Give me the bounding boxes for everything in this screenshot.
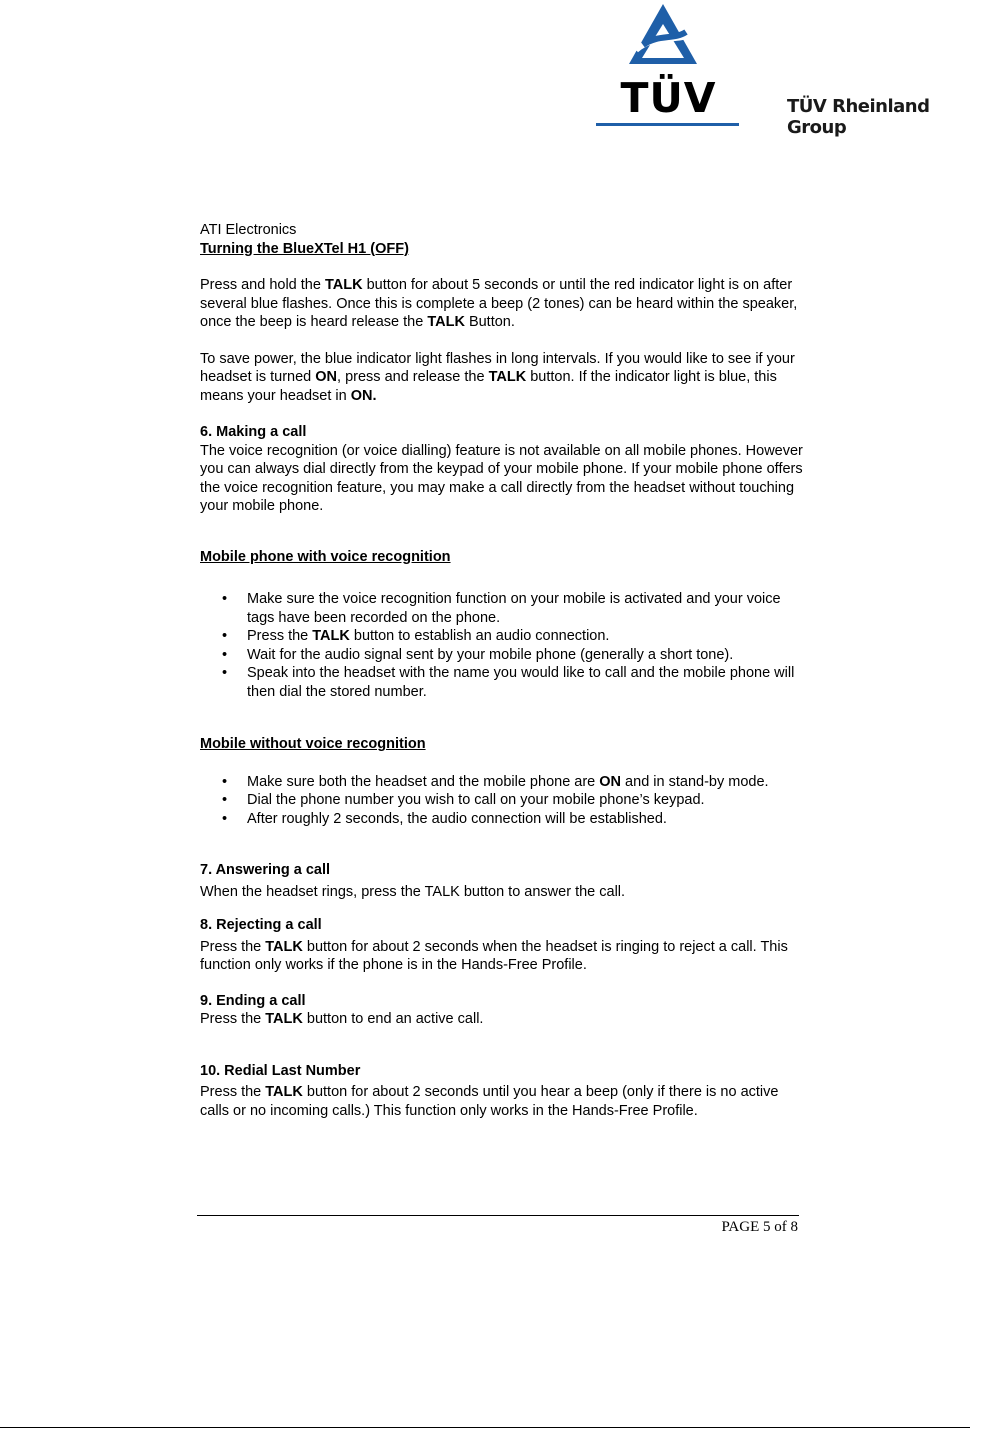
making-call-text: The voice recognition (or voice dialling) feature is not available on all mobile phones. However you can always dial directly from the keypad of your mobile phone. If your mobile phone offers the voice recognition feature, you may make a call directly from the headset without touching your mobile phone. xyxy=(200,442,803,514)
without-voice-list xyxy=(200,773,810,829)
making-call-heading: 6. Making a call xyxy=(200,424,307,440)
bold-term: TALK xyxy=(427,314,465,330)
redial-text: Press the TALK button for about 2 seconds until you hear a beep (only if there is no active calls or no incoming calls.) This function only works in the Hands-Free Profile. xyxy=(200,1084,779,1119)
answering-heading: 7. Answering a call xyxy=(200,862,331,878)
with-voice-list xyxy=(200,590,810,701)
logo-underline xyxy=(596,123,739,126)
list-item: • After roughly 2 seconds, the audio connection will be established. xyxy=(200,810,810,829)
bold-term: ON xyxy=(599,773,622,790)
without-voice-heading: Mobile without voice recognition xyxy=(200,736,426,752)
list-item: • Press the TALK button to establish an audio connection. xyxy=(200,627,810,646)
bold-term: TALK xyxy=(324,277,363,293)
tuv-triangle-icon xyxy=(596,0,741,74)
rejecting-text: Press the TALK button for about 2 seconds when the headset is ringing to reject a call. This function only works if the phone is in the Hands-Free Profile. xyxy=(200,938,788,973)
list-item: • Make sure both the headset and the mobile phone are ON and in stand-by mode. xyxy=(200,773,810,792)
list-item: • Make sure the voice recognition function on your mobile is activated and your voice tags have been recorded on the phone. xyxy=(200,590,810,627)
group-name: TÜV Rheinland Group xyxy=(787,96,930,138)
bold-term: ON xyxy=(315,369,338,385)
tuv-logo-text: TÜV xyxy=(620,74,717,122)
bold-term: TALK xyxy=(265,1084,303,1100)
bold-term: TALK xyxy=(488,369,527,385)
document-body xyxy=(200,221,810,1120)
company-name: ATI Electronics xyxy=(200,222,297,238)
bottom-rule xyxy=(0,1427,970,1428)
bold-term: TALK xyxy=(265,1011,303,1027)
ending-text: Press the TALK button to end an active call. xyxy=(200,1011,484,1027)
bold-term: TALK xyxy=(312,628,350,644)
section-off-heading: Turning the BlueXTel H1 (OFF) xyxy=(200,240,409,257)
section-off-para-1: Press and hold the TALK button for about 5 seconds or until the red indicator light is on after several blue flashes. Once this is complete a beep (2 tones) can be heard within the speaker, once the beep is heard release the TALK Button. xyxy=(200,277,798,330)
answering-text: When the headset rings, press the TALK button to answer the call. xyxy=(200,883,626,900)
redial-heading: 10. Redial Last Number xyxy=(200,1062,361,1079)
list-item: • Wait for the audio signal sent by your mobile phone (generally a short tone). xyxy=(200,646,810,665)
with-voice-heading: Mobile phone with voice recognition xyxy=(200,548,451,565)
bold-term: TALK xyxy=(265,938,303,955)
ending-heading: 9. Ending a call xyxy=(200,992,306,1009)
tuv-logo xyxy=(596,0,741,128)
section-off-para-2: To save power, the blue indicator light flashes in long intervals. If you would like to see if your headset is turned ON, press and release the TALK button. If the indicator light is blue, this means your headset in ON. xyxy=(200,350,795,404)
footer-rule xyxy=(197,1215,799,1216)
list-item: • Dial the phone number you wish to call on your mobile phone’s keypad. xyxy=(200,791,810,810)
page-number: PAGE 5 of 8 xyxy=(721,1219,798,1235)
list-item: • Speak into the headset with the name you would like to call and the mobile phone will then dial the stored number. xyxy=(200,664,810,701)
bold-term: ON. xyxy=(350,387,377,404)
rejecting-heading: 8. Rejecting a call xyxy=(200,917,322,933)
